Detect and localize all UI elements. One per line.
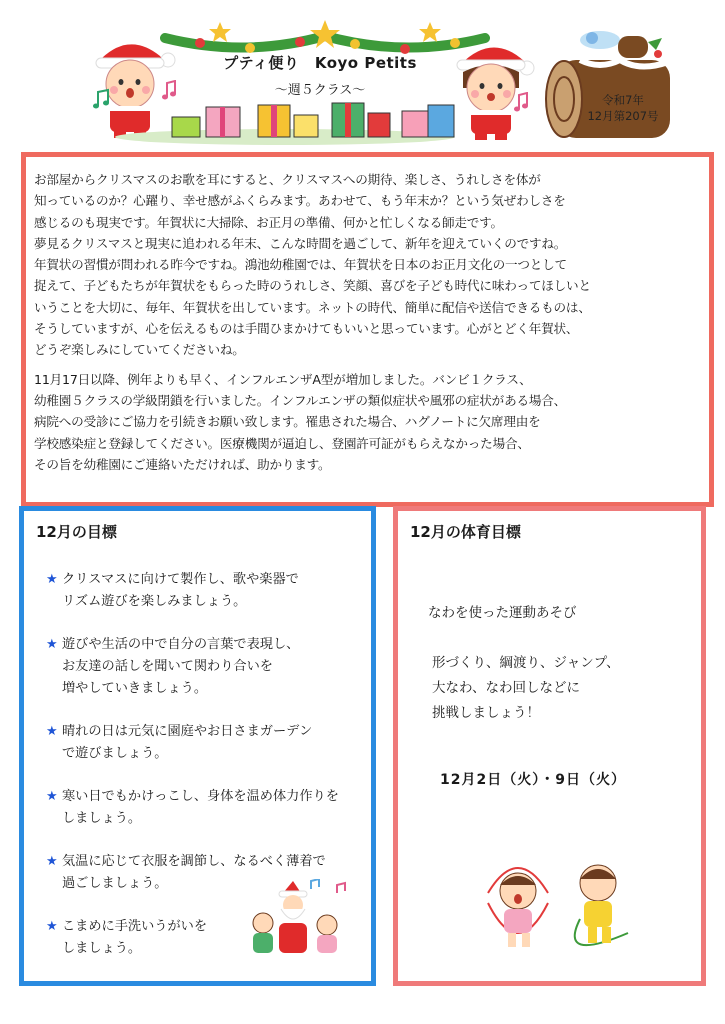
star-icon: ★: [46, 637, 58, 652]
issue-label: [578, 92, 668, 124]
yule-log-cake-icon: [540, 28, 680, 143]
star-icon: ★: [46, 724, 58, 739]
pe-dates: 12月2日（火）・9日（火）: [440, 772, 626, 788]
star-icon: ★: [46, 919, 58, 934]
goal-item: [46, 634, 376, 700]
intro-paragraph-christmas: お部屋からクリスマスのお歌を耳にすると、クリスマスへの期待、楽しさ、うれしさを体が 知っているのか？心躍り、幸せ感がふくらみます。あわせて、もう年末か？という気ぜわしさを 感じるのも現実です。年賀状に大掃除、お正月の準備、何かと忙しくなる師走です。 夢見るクリスマスと現実に追われる年末、こんな時間を過ごして、新年を迎えていくのですね。 年賀状の習慣が問われる昨今ですね。鴻池幼稚園では、年賀状を日本のお正月文化の一つとして 捉えて、子どもたちが年賀状をもらった時のうれしさ、笑顔、喜びを子ども時代に味わってほしいと いうことを大切に、毎年、年賀状を出しています。ネットの時代、簡単に配信や送信できるものは、 そうしていますが、心を伝えるものは手間ひまかけてもいいと思っています。心がとどく年賀状、 どうぞ楽しみにしていてくださいね。: [34, 172, 591, 358]
intro-paragraph-influenza: 11月17日以降、例年よりも早く、インフルエンザA型が増加しました。バンビ１クラス、 幼稚園５クラスの学級閉鎖を行いました。インフルエンザの類似症状や風邪の症状がある場合、 病院への受診にご協力を引続きお願い致します。罹患された場合、ハグノートに欠席理由を 学校感染症と登録してください。医療機関が逼迫し、登園許可証がもらえなかった場合、 その旨を幼稚園にご連絡いただければ、助かります。: [34, 371, 567, 472]
star-icon: ★: [46, 572, 58, 587]
goal-item: [46, 721, 376, 765]
newsletter-subtitle: ～週５クラス～: [274, 83, 366, 98]
jump-rope-children-icon: [468, 853, 658, 968]
pe-goals-box: [393, 506, 706, 986]
gift-boxes-icon: [110, 95, 460, 145]
newsletter-header: [0, 0, 725, 150]
goal-text: こまめに手洗いうがいを しましょう。: [62, 919, 208, 956]
goals-heading: 12月の目標: [36, 523, 117, 541]
intro-message-box: [21, 152, 714, 507]
goal-text: 晴れの日は元気に園庭やお日さまガーデン で遊びましょう。: [62, 724, 313, 761]
goal-item: [46, 569, 376, 613]
issue-era: 令和7年: [602, 93, 644, 107]
goal-text: クリスマスに向けて製作し、歌や楽器で リズム遊びを楽しみましょう。: [62, 572, 299, 609]
goal-text: 遊びや生活の中で自分の言葉で表現し、 お友達の話しを聞いて関わり合いを 増やしていきましょう。: [62, 637, 300, 696]
star-icon: ★: [46, 789, 58, 804]
santa-with-children-icon: [249, 879, 359, 964]
newsletter-title: プティ便り Koyo Petits: [223, 54, 417, 72]
goal-text: 寒い日でもかけっこし、身体を温め体力作りを しましょう。: [62, 789, 339, 826]
star-icon: ★: [46, 854, 58, 869]
monthly-goals-box: [19, 506, 376, 986]
goal-item: [46, 786, 376, 830]
pe-activity-detail: 形づくり、綱渡り、ジャンプ、 大なわ、なわ回しなどに 挑戦しましょう！: [432, 655, 620, 721]
title-block: [190, 52, 450, 98]
pe-heading: 12月の体育目標: [410, 523, 521, 541]
pe-main-activity: なわを使った運動あそび: [428, 605, 577, 621]
issue-number: 12月第207号: [587, 109, 659, 123]
goal-text: 気温に応じて衣服を調節し、なるべく薄着で 過ごしましょう。: [62, 854, 326, 891]
music-note-icon: [512, 92, 532, 114]
